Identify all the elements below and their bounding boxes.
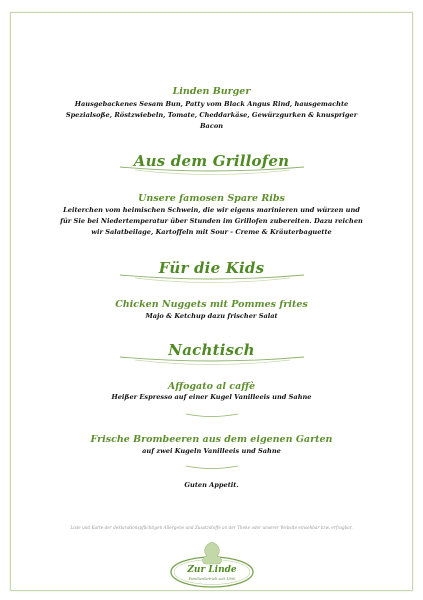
- desc-line: Leiterchen vom heimischen Schwein, die wir eigens marinieren und würzen und: [63, 206, 360, 214]
- section-heading-kids: Für die Kids: [158, 259, 265, 277]
- desc-line: auf zwei Kugeln Vanilleeis und Sahne: [142, 447, 281, 455]
- desc-line: wir Salatbeilage, Kartoffeln mit Sour - Creme & Kräuterbaguette: [91, 228, 332, 236]
- logo-tagline: Familienbetrieb seit 1896: [188, 577, 236, 581]
- desc-line: für Sie bei Niedertemperatur über Stunden im Grillofen zubereiten. Dazu reichen: [60, 217, 363, 225]
- restaurant-logo: [168, 538, 256, 590]
- desc-line: Heißer Espresso auf einer Kugel Vanilleeis und Sahne: [111, 393, 312, 401]
- dish-title-nuggets: Chicken Nuggets mit Pommes frites: [115, 299, 308, 310]
- desc-line: Bacon: [199, 122, 224, 130]
- dish-desc-ribs: [0, 205, 423, 238]
- dish-desc-berries: [0, 446, 423, 457]
- logo-name: Zur Linde: [187, 565, 237, 575]
- dish-title-affogato: Affogato al caffè: [167, 381, 256, 392]
- desc-line: Spezialsoße, Röstzwiebeln, Tomate, Cheddarkäse, Gewürzgurken & knuspriger: [65, 111, 358, 119]
- allergen-note: Liste und Karte der deklarationspflichtigen Allergene und Zusatzstoffe an der Theke oder unserer Website einsehbar bzw. erfragbar.: [70, 525, 353, 530]
- logo-emblem: [168, 538, 256, 590]
- divider-swoosh: [0, 460, 423, 474]
- dish-desc-burger: [0, 99, 423, 132]
- dish-title-ribs: Unsere famosen Spare Ribs: [138, 193, 285, 204]
- dish-title-burger: Linden Burger: [172, 86, 251, 97]
- desc-line: Hausgebackenes Sesam Bun, Patty vom Black Angus Rind, hausgemachte: [74, 100, 349, 108]
- section-heading-grill: Aus dem Grillofen: [133, 152, 290, 170]
- desc-line: Majo & Ketchup dazu frischer Salat: [145, 312, 278, 320]
- dish-title-berries: Frische Brombeeren aus dem eigenen Garten: [90, 434, 333, 445]
- closing-greeting: Guten Appetit.: [184, 481, 239, 489]
- section-heading-dessert: Nachtisch: [168, 341, 255, 359]
- divider-swoosh: [0, 408, 423, 422]
- dish-desc-affogato: [0, 392, 423, 403]
- dish-desc-nuggets: [0, 311, 423, 322]
